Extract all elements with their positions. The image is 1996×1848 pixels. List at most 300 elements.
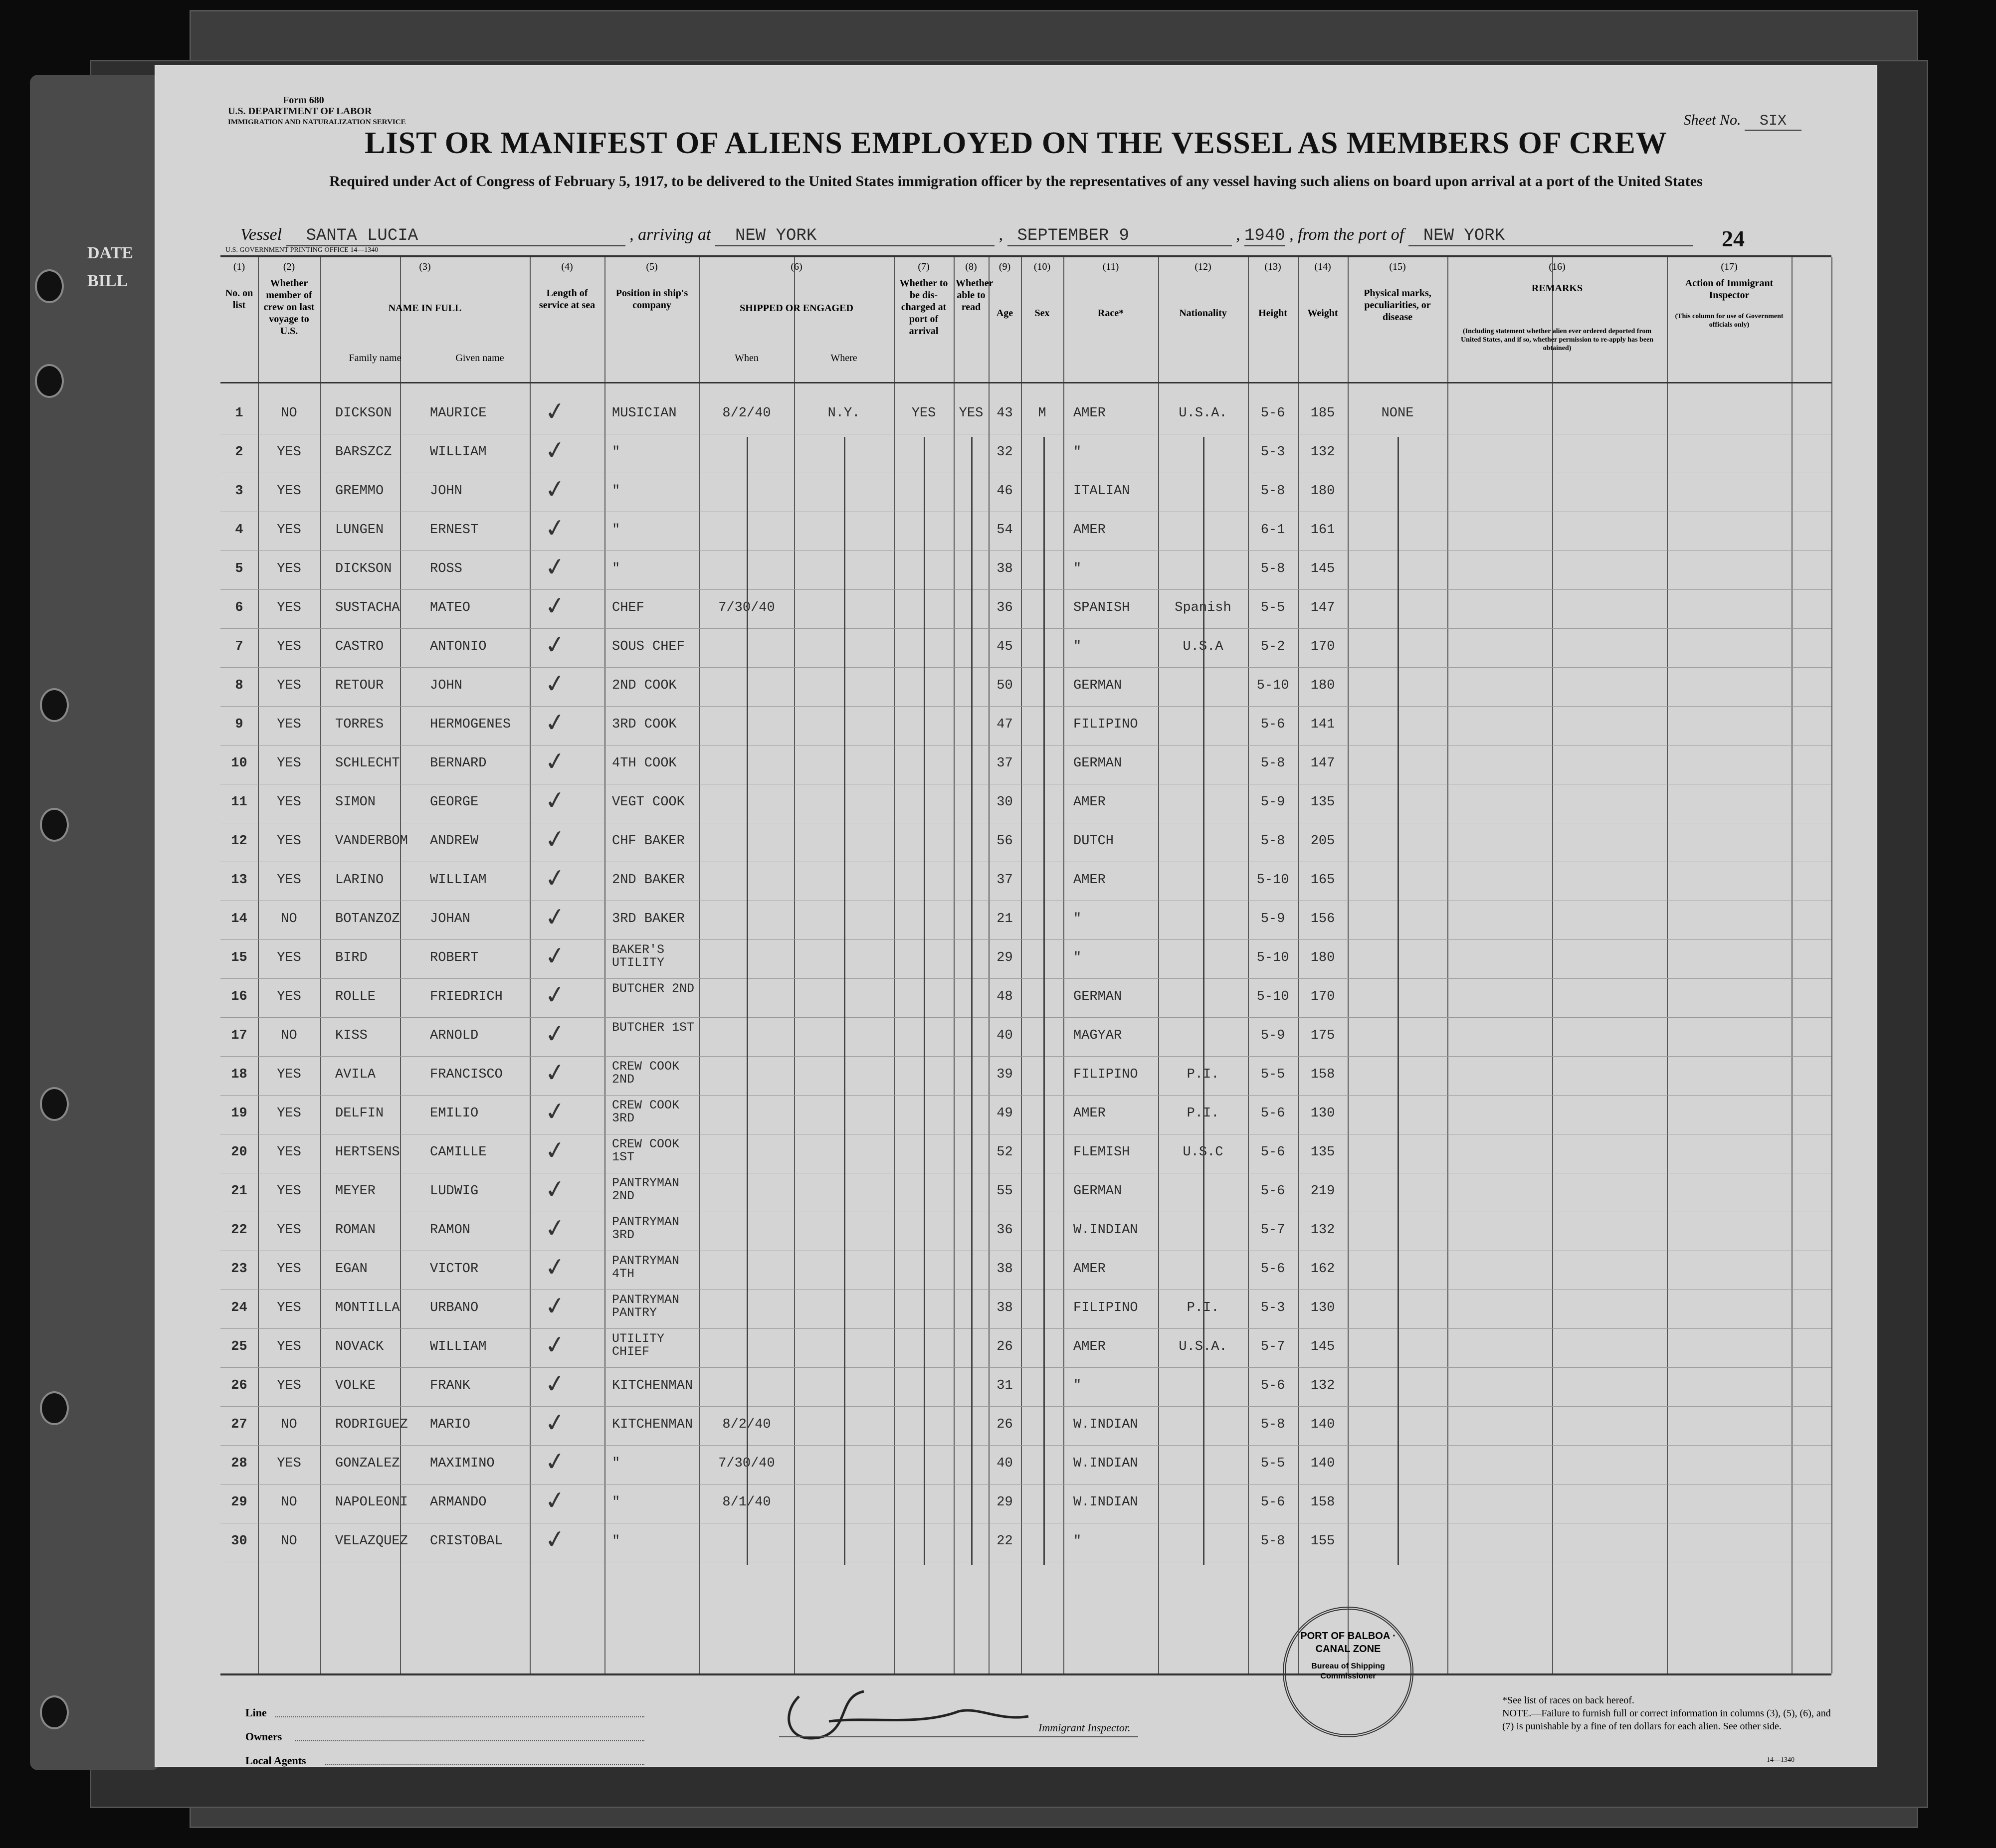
cell-height: 5-6	[1260, 1106, 1285, 1121]
cell-no: 20	[231, 1145, 247, 1160]
binder-hole	[35, 269, 64, 303]
length-of-service-check: ✓	[543, 668, 568, 699]
cell-height: 5-6	[1260, 1184, 1285, 1199]
binder-hole	[40, 808, 69, 842]
cell-position: "	[612, 523, 620, 538]
length-of-service-check: ✓	[543, 1368, 568, 1399]
footer-agents-blank	[325, 1764, 644, 1765]
cell-prev: YES	[277, 1300, 301, 1315]
cell-position: PANTRYMAN 3RD	[612, 1215, 680, 1242]
cell-given: JOHN	[430, 678, 462, 693]
cell-weight: 161	[1310, 523, 1335, 538]
cell-given: FRANK	[430, 1378, 471, 1393]
cell-height: 5-5	[1260, 1067, 1285, 1082]
column-number: (4)	[561, 261, 573, 272]
cell-weight: 147	[1310, 756, 1335, 771]
cell-no: 3	[235, 484, 243, 499]
cell-height: 6-1	[1260, 523, 1285, 538]
cell-age: 50	[997, 678, 1013, 693]
row-rule	[220, 1445, 1831, 1446]
cell-height: 5-10	[1256, 989, 1289, 1004]
cell-when: 8/1/40	[722, 1495, 771, 1510]
cell-given: ROBERT	[430, 950, 479, 965]
cell-no: 10	[231, 756, 247, 771]
cell-when: 7/30/40	[718, 1456, 775, 1471]
length-of-service-check: ✓	[543, 902, 568, 932]
row-rule	[220, 628, 1831, 629]
cell-height: 5-8	[1260, 1417, 1285, 1432]
cell-family: KISS	[335, 1028, 368, 1043]
column-header-c14: Weight	[1307, 308, 1338, 319]
cell-race: "	[1073, 1534, 1082, 1549]
cell-age: 46	[997, 484, 1013, 499]
cell-family: VOLKE	[335, 1378, 376, 1393]
binder-hole	[35, 364, 64, 398]
cell-weight: 180	[1310, 678, 1335, 693]
cell-given: EMILIO	[430, 1106, 479, 1121]
column-rule	[1348, 257, 1349, 1673]
column-header-c6: SHIPPED OR ENGAGED	[740, 303, 853, 314]
cell-no: 25	[231, 1339, 247, 1354]
cell-where: N.Y.	[827, 406, 860, 421]
length-of-service-check: ✓	[543, 1446, 568, 1477]
cell-family: TORRES	[335, 717, 384, 732]
cell-position: 2ND BAKER	[612, 873, 685, 888]
cell-age: 26	[997, 1339, 1013, 1354]
cell-family: BIRD	[335, 950, 368, 965]
column-rule	[1158, 257, 1159, 1673]
cell-weight: 205	[1310, 834, 1335, 849]
column-rule	[1447, 257, 1448, 1673]
cell-weight: 132	[1310, 445, 1335, 460]
footer-agents-label: Local Agents	[245, 1754, 306, 1767]
cell-race: FILIPINO	[1073, 1300, 1138, 1315]
cell-no: 2	[235, 445, 243, 460]
cell-weight: 135	[1310, 1145, 1335, 1160]
cell-age: 54	[997, 523, 1013, 538]
cell-weight: 175	[1310, 1028, 1335, 1043]
cell-position: KITCHENMAN	[612, 1378, 693, 1393]
cell-no: 4	[235, 523, 243, 538]
ditto-line	[1397, 437, 1399, 1565]
cell-position: CHEF	[612, 600, 644, 615]
column-header-c13: Height	[1258, 308, 1287, 319]
cell-given: JOHN	[430, 484, 462, 499]
row-rule	[220, 1406, 1831, 1407]
binder-hole	[40, 688, 69, 722]
length-of-service-check: ✓	[543, 590, 568, 621]
cell-no: 9	[235, 717, 243, 732]
cell-prev: YES	[277, 1145, 301, 1160]
ditto-line	[747, 437, 748, 1565]
length-of-service-check: ✓	[543, 1291, 568, 1321]
cell-height: 5-3	[1260, 1300, 1285, 1315]
cell-prev: NO	[281, 1495, 297, 1510]
length-of-service-check: ✓	[543, 1252, 568, 1283]
cell-weight: 130	[1310, 1300, 1335, 1315]
vessel-line: Vessel SANTA LUCIA , arriving at NEW YORK , SEPTEMBER 9 , 1940 , from the port of NEW YORK	[240, 225, 1693, 246]
cell-discharge: YES	[911, 406, 936, 421]
cell-height: 5-6	[1260, 406, 1285, 421]
cell-prev: NO	[281, 1028, 297, 1043]
cell-no: 8	[235, 678, 243, 693]
cell-height: 5-8	[1260, 756, 1285, 771]
binder-hole	[40, 1695, 69, 1729]
length-of-service-check: ✓	[543, 474, 568, 505]
cell-no: 14	[231, 912, 247, 926]
cell-height: 5-3	[1260, 445, 1285, 460]
subheader-c3a: Family name	[349, 353, 401, 364]
footer-note: *See list of races on back hereof. NOTE.—Failure to furnish full or correct information in columns (3), (5), (6), and (7) is punishable by a fine of ten dollars for each alien. See other side.	[1502, 1695, 1831, 1732]
column-number: (10)	[1033, 261, 1051, 272]
cell-race: GERMAN	[1073, 678, 1122, 693]
cell-family: DELFIN	[335, 1106, 384, 1121]
ditto-line	[844, 437, 845, 1565]
cell-weight: 158	[1310, 1067, 1335, 1082]
cell-given: WILLIAM	[430, 1339, 487, 1354]
row-rule	[220, 589, 1831, 590]
cell-age: 37	[997, 756, 1013, 771]
cell-given: FRANCISCO	[430, 1067, 503, 1082]
cell-given: HERMOGENES	[430, 717, 511, 732]
length-of-service-check: ✓	[543, 1096, 568, 1127]
cell-race: "	[1073, 445, 1082, 460]
length-of-service-check: ✓	[543, 979, 568, 1010]
cell-height: 5-5	[1260, 600, 1285, 615]
cell-prev: YES	[277, 1262, 301, 1277]
cell-height: 5-2	[1260, 639, 1285, 654]
cell-weight: 132	[1310, 1223, 1335, 1238]
row-rule	[220, 1095, 1831, 1096]
cell-no: 15	[231, 950, 247, 965]
cell-family: SIMON	[335, 795, 376, 810]
cell-race: AMER	[1073, 1339, 1106, 1354]
cell-age: 22	[997, 1534, 1013, 1549]
row-rule	[220, 1328, 1831, 1329]
ditto-line	[1203, 437, 1204, 1565]
length-of-service-check: ✓	[543, 552, 568, 582]
cell-prev: YES	[277, 950, 301, 965]
cell-marks: NONE	[1381, 406, 1414, 421]
cell-age: 49	[997, 1106, 1013, 1121]
column-rule	[794, 257, 795, 1673]
cell-prev: YES	[277, 756, 301, 771]
cell-nationality: P.I.	[1187, 1106, 1219, 1121]
signature-line	[779, 1736, 1138, 1737]
cell-height: 5-10	[1256, 678, 1289, 693]
cell-position: CHF BAKER	[612, 834, 685, 849]
cell-race: AMER	[1073, 873, 1106, 888]
cell-family: RETOUR	[335, 678, 384, 693]
cell-when: 7/30/40	[718, 600, 775, 615]
cell-prev: YES	[277, 1339, 301, 1354]
cell-race: SPANISH	[1073, 600, 1130, 615]
cell-weight: 180	[1310, 484, 1335, 499]
cell-age: 40	[997, 1456, 1013, 1471]
cell-family: AVILA	[335, 1067, 376, 1082]
column-number: (17)	[1721, 261, 1738, 272]
column-number: (5)	[646, 261, 658, 272]
cell-weight: 140	[1310, 1417, 1335, 1432]
cell-position: KITCHENMAN	[612, 1417, 693, 1432]
page-subtitle: Required under Act of Congress of February 5, 1917, to be delivered to the United States immigration officer by the representatives of any vessel having such aliens on board upon arrival at a port of the United States	[329, 173, 1703, 189]
cell-position: "	[612, 1456, 620, 1471]
cell-prev: YES	[277, 561, 301, 576]
cell-height: 5-7	[1260, 1223, 1285, 1238]
cell-family: BOTANZOZ	[335, 912, 400, 926]
page-title: LIST OR MANIFEST OF ALIENS EMPLOYED ON THE VESSEL AS MEMBERS OF CREW	[365, 126, 1667, 160]
cell-family: MEYER	[335, 1184, 376, 1199]
cell-family: DICKSON	[335, 561, 392, 576]
cell-family: BARSZCZ	[335, 445, 392, 460]
cell-race: GERMAN	[1073, 1184, 1122, 1199]
cell-weight: 145	[1310, 561, 1335, 576]
cell-age: 43	[997, 406, 1013, 421]
cell-no: 27	[231, 1417, 247, 1432]
cell-height: 5-10	[1256, 873, 1289, 888]
cell-prev: YES	[277, 717, 301, 732]
footer-owners-blank	[295, 1740, 644, 1741]
cell-position: PANTRYMAN 4TH	[612, 1254, 680, 1281]
cell-position: PANTRYMAN 2ND	[612, 1176, 680, 1203]
row-rule	[220, 1056, 1831, 1057]
cell-race: FILIPINO	[1073, 717, 1138, 732]
binder-hole	[40, 1087, 69, 1121]
cell-family: LUNGEN	[335, 523, 384, 538]
cell-race: FILIPINO	[1073, 1067, 1138, 1082]
cell-position: "	[612, 561, 620, 576]
column-rule	[1667, 257, 1668, 1673]
cell-family: MONTILLA	[335, 1300, 400, 1315]
cell-family: VANDERBOM	[335, 834, 408, 849]
cell-race: W.INDIAN	[1073, 1495, 1138, 1510]
cell-weight: 156	[1310, 912, 1335, 926]
length-of-service-check: ✓	[543, 435, 568, 466]
form-id: Form 680 U.S. DEPARTMENT OF LABOR IMMIGRATION AND NATURALIZATION SERVICE	[228, 95, 406, 126]
cell-family: SUSTACHA	[335, 600, 400, 615]
cell-no: 16	[231, 989, 247, 1004]
cell-height: 5-9	[1260, 912, 1285, 926]
cell-weight: 141	[1310, 717, 1335, 732]
cell-no: 18	[231, 1067, 247, 1082]
header-note-c16b: (Including statement whether alien ever ordered deported from United States, and if so, whether permission to re-apply has been obtained)	[1460, 328, 1654, 352]
column-number: (8)	[965, 261, 977, 272]
column-header-c7: Whether to be dis-charged at port of arrival	[899, 278, 948, 337]
cell-race: W.INDIAN	[1073, 1456, 1138, 1471]
cell-weight: 165	[1310, 873, 1335, 888]
length-of-service-check: ✓	[543, 1524, 568, 1555]
cell-given: MATEO	[430, 600, 471, 615]
cell-age: 29	[997, 950, 1013, 965]
cell-given: ANDREW	[430, 834, 479, 849]
cell-no: 22	[231, 1223, 247, 1238]
cell-family: VELAZQUEZ	[335, 1534, 408, 1549]
cell-prev: NO	[281, 1417, 297, 1432]
ditto-line	[1043, 437, 1045, 1565]
cell-no: 1	[235, 406, 243, 421]
cell-weight: 180	[1310, 950, 1335, 965]
cell-prev: NO	[281, 406, 297, 421]
cell-position: CREW COOK 2ND	[612, 1059, 680, 1087]
column-number: (6)	[791, 261, 802, 272]
row-rule	[220, 667, 1831, 668]
column-header-c8: Whether able to read	[956, 278, 994, 313]
binder-strip	[30, 75, 160, 1770]
cell-given: ARNOLD	[430, 1028, 479, 1043]
cell-position: BUTCHER 2ND	[612, 981, 695, 996]
length-of-service-check: ✓	[543, 1057, 568, 1088]
column-number: (3)	[419, 261, 431, 272]
cell-weight: 147	[1310, 600, 1335, 615]
cell-given: MAURICE	[430, 406, 487, 421]
cell-nationality: U.S.A.	[1179, 406, 1227, 421]
footer-code: 14—1340	[1767, 1756, 1795, 1764]
cell-prev: NO	[281, 912, 297, 926]
cell-given: VICTOR	[430, 1262, 479, 1277]
cell-weight: 145	[1310, 1339, 1335, 1354]
ditto-line	[924, 437, 925, 1565]
cell-height: 5-9	[1260, 1028, 1285, 1043]
length-of-service-check: ✓	[543, 396, 568, 427]
cell-age: 21	[997, 912, 1013, 926]
cell-no: 6	[235, 600, 243, 615]
cell-prev: YES	[277, 1456, 301, 1471]
cell-race: "	[1073, 561, 1082, 576]
cell-race: "	[1073, 1378, 1082, 1393]
column-rule	[1063, 257, 1064, 1673]
length-of-service-check: ✓	[543, 707, 568, 738]
cell-age: 38	[997, 561, 1013, 576]
column-rule	[894, 257, 895, 1673]
column-number: (15)	[1389, 261, 1406, 272]
cell-no: 29	[231, 1495, 247, 1510]
cell-position: CREW COOK 1ST	[612, 1137, 680, 1164]
cell-no: 28	[231, 1456, 247, 1471]
column-header-c12: Nationality	[1179, 308, 1227, 319]
cell-height: 5-7	[1260, 1339, 1285, 1354]
cell-height: 5-9	[1260, 795, 1285, 810]
cell-position: "	[612, 484, 620, 499]
cell-prev: YES	[277, 1106, 301, 1121]
cell-position: "	[612, 445, 620, 460]
cell-weight: 155	[1310, 1534, 1335, 1549]
cell-family: CASTRO	[335, 639, 384, 654]
column-header-c3: NAME IN FULL	[388, 303, 462, 314]
cell-age: 32	[997, 445, 1013, 460]
cell-family: DICKSON	[335, 406, 392, 421]
cell-prev: YES	[277, 445, 301, 460]
cell-weight: 135	[1310, 795, 1335, 810]
cell-position: 3RD BAKER	[612, 912, 685, 926]
cell-no: 7	[235, 639, 243, 654]
cell-given: ERNEST	[430, 523, 479, 538]
cell-no: 30	[231, 1534, 247, 1549]
cell-position: 3RD COOK	[612, 717, 677, 732]
cell-no: 17	[231, 1028, 247, 1043]
length-of-service-check: ✓	[543, 1213, 568, 1244]
cell-given: JOHAN	[430, 912, 471, 926]
cell-no: 5	[235, 561, 243, 576]
cell-no: 19	[231, 1106, 247, 1121]
cell-race: AMER	[1073, 523, 1106, 538]
cell-prev: YES	[277, 1067, 301, 1082]
cell-position: BAKER'S UTILITY	[612, 942, 665, 970]
column-number: (16)	[1549, 261, 1566, 272]
column-rule	[1552, 257, 1553, 1673]
cell-given: WILLIAM	[430, 445, 487, 460]
column-header-c2: Whether member of crew on last voyage to U.S.	[263, 278, 315, 337]
cell-no: 24	[231, 1300, 247, 1315]
cell-age: 48	[997, 989, 1013, 1004]
column-number: (9)	[998, 261, 1011, 272]
cell-age: 26	[997, 1417, 1013, 1432]
header-rule	[220, 382, 1831, 383]
cell-prev: YES	[277, 1378, 301, 1393]
cell-height: 5-8	[1260, 1534, 1285, 1549]
cell-prev: YES	[277, 484, 301, 499]
cell-read: YES	[959, 406, 984, 421]
column-header-c17: Action of Immigrant Inspector	[1685, 278, 1774, 301]
cell-age: 36	[997, 600, 1013, 615]
binder-hole	[40, 1391, 69, 1425]
cell-weight: 162	[1310, 1262, 1335, 1277]
cell-nationality: U.S.C	[1183, 1145, 1223, 1160]
ditto-line	[971, 437, 973, 1565]
column-header-c10: Sex	[1034, 308, 1050, 319]
cell-height: 5-6	[1260, 1378, 1285, 1393]
length-of-service-check: ✓	[543, 1018, 568, 1049]
cell-given: ROSS	[430, 561, 462, 576]
cell-race: GERMAN	[1073, 989, 1122, 1004]
column-header-c5: Position in ship's company	[615, 288, 688, 311]
cell-nationality: Spanish	[1175, 600, 1231, 615]
column-header-c11: Race*	[1097, 308, 1124, 319]
cell-prev: YES	[277, 678, 301, 693]
cell-position: PANTRYMAN PANTRY	[612, 1293, 680, 1320]
cell-family: SCHLECHT	[335, 756, 400, 771]
column-number: (2)	[283, 261, 295, 272]
cell-when: 8/2/40	[722, 1417, 771, 1432]
cell-weight: 140	[1310, 1456, 1335, 1471]
cell-position: 2ND COOK	[612, 678, 677, 693]
cell-family: HERTSENS	[335, 1145, 400, 1160]
cell-prev: YES	[277, 795, 301, 810]
cell-family: EGAN	[335, 1262, 368, 1277]
header-note-c17b: (This column for use of Government officials only)	[1675, 313, 1784, 329]
cell-race: "	[1073, 639, 1082, 654]
cell-family: NAPOLEONI	[335, 1495, 408, 1510]
cell-weight: 185	[1310, 406, 1335, 421]
cell-given: ANTONIO	[430, 639, 487, 654]
length-of-service-check: ✓	[543, 1329, 568, 1360]
manifest-table	[220, 255, 1831, 1675]
cell-prev: YES	[277, 989, 301, 1004]
cell-height: 5-8	[1260, 484, 1285, 499]
cell-given: FRIEDRICH	[430, 989, 503, 1004]
cell-height: 5-6	[1260, 1145, 1285, 1160]
cell-race: AMER	[1073, 1262, 1106, 1277]
port-stamp: PORT OF BALBOA · CANAL ZONE Bureau of Shipping Commissioner	[1283, 1607, 1413, 1737]
length-of-service-check: ✓	[543, 1174, 568, 1205]
printing-office: U.S. GOVERNMENT PRINTING OFFICE 14—1340	[225, 246, 379, 254]
cell-race: MAGYAR	[1073, 1028, 1122, 1043]
cell-prev: NO	[281, 1534, 297, 1549]
cell-prev: YES	[277, 600, 301, 615]
column-number: (11)	[1102, 261, 1119, 272]
cell-height: 5-5	[1260, 1456, 1285, 1471]
cell-family: ROMAN	[335, 1223, 376, 1238]
cell-given: CRISTOBAL	[430, 1534, 503, 1549]
